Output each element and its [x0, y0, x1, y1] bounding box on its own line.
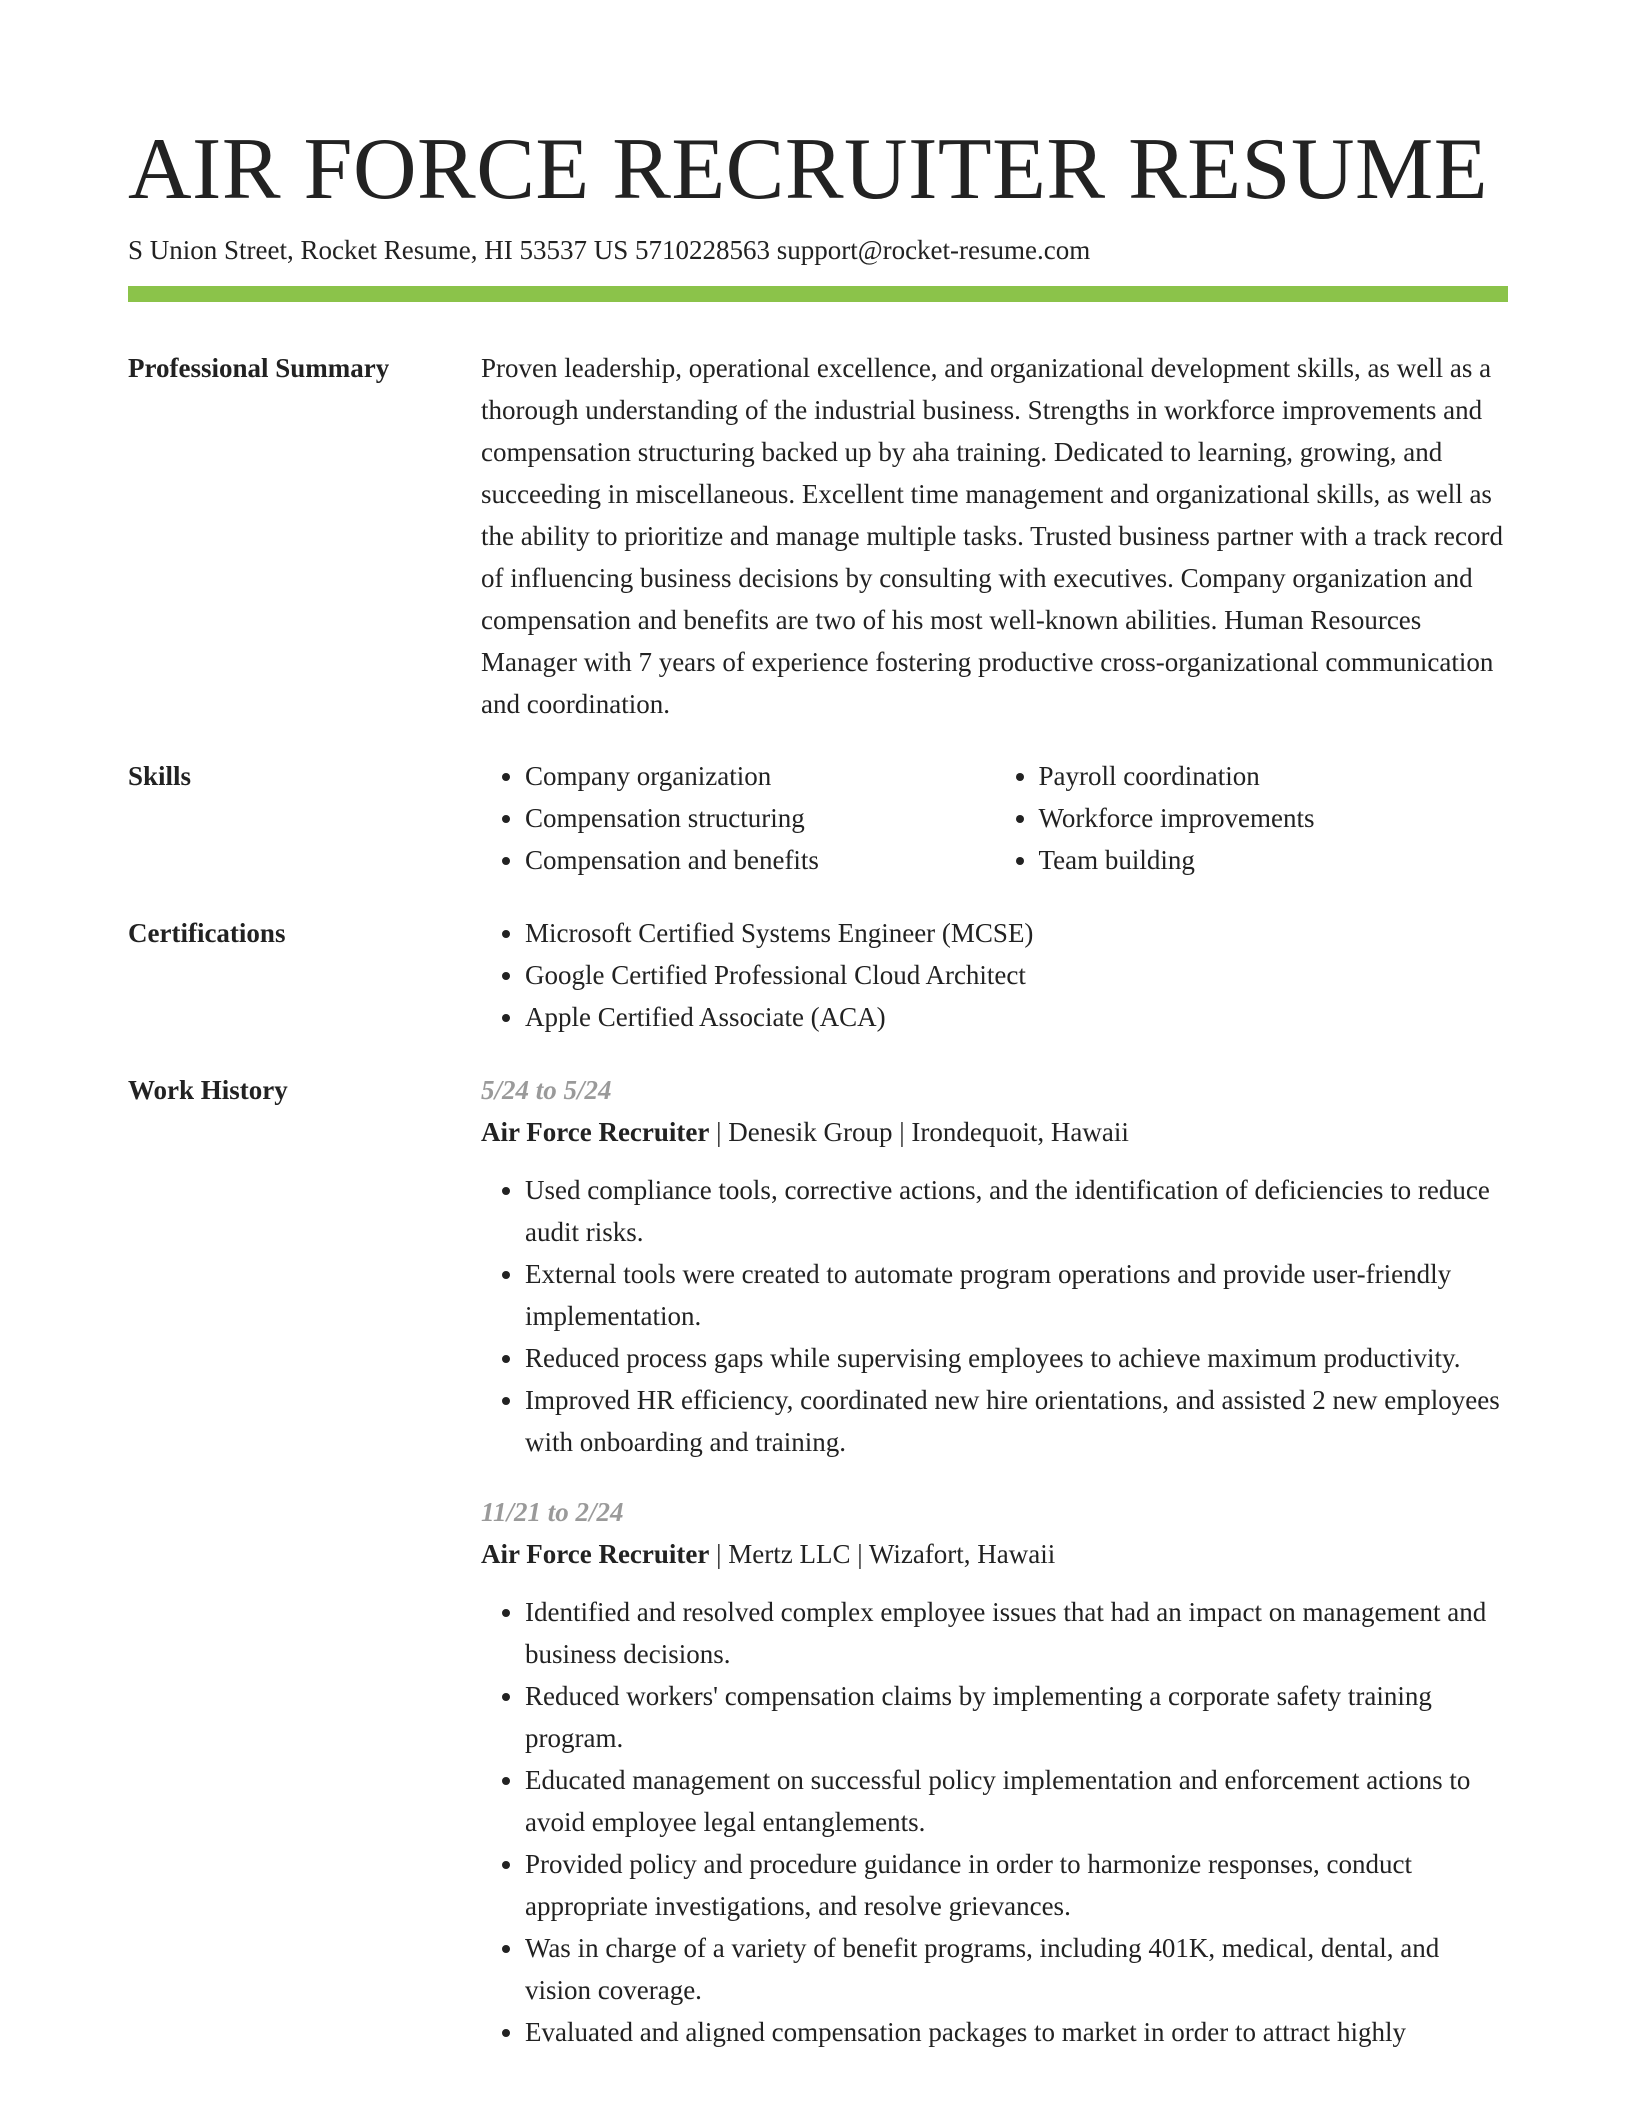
- skills-columns: [481, 755, 1508, 881]
- job-bullets: [481, 1169, 1508, 1463]
- skill-item: • Team building: [1039, 839, 1509, 881]
- summary-body: [481, 347, 1508, 725]
- skills-column-1: [481, 755, 995, 881]
- job-bullet: • Used compliance tools, corrective actions, and the identification of deficiencies to reduce audit risks.: [525, 1169, 1508, 1253]
- summary-text: Proven leadership, operational excellence, and organizational development skills, as well as a thorough understanding of the industrial business. Strengths in workforce improvements and compensation structuring backed up by aha training. Dedicated to learning, growing, and succeeding in miscellaneous. Excellent time management and organizational skills, as well as the ability to prioritize and manage multiple tasks. Trusted business partner with a track record of influencing business decisions by consulting with executives. Company organization and compensation and benefits are two of his most well-known abilities. Human Resources Manager with 7 years of experience fostering productive cross-organizational communication and coordination.: [481, 353, 1504, 719]
- skill-item: • Compensation and benefits: [525, 839, 995, 881]
- resume-title: AIR FORCE RECRUITER RESUME: [128, 121, 1489, 218]
- summary-label: Professional Summary: [128, 353, 390, 383]
- work-history-body: [481, 1069, 1508, 2081]
- skill-item: • Payroll coordination: [1039, 755, 1509, 797]
- job-heading: [481, 1111, 1508, 1153]
- skills-body: [481, 755, 1508, 881]
- skill-item: • Workforce improvements: [1039, 797, 1509, 839]
- job-bullet: • Reduced process gaps while supervising employees to achieve maximum productivity.: [525, 1337, 1508, 1379]
- job-details: | Denesik Group | Irondequoit, Hawaii: [709, 1117, 1129, 1147]
- job-bullet: • Educated management on successful policy implementation and enforcement actions to avoid employee legal entanglements.: [525, 1759, 1508, 1843]
- certifications-body: [481, 912, 1508, 1038]
- job-heading: [481, 1533, 1508, 1575]
- skill-item: • Company organization: [525, 755, 995, 797]
- job-bullet: • Evaluated and aligned compensation packages to market in order to attract highly: [525, 2011, 1508, 2053]
- job-bullet: • Reduced workers' compensation claims by implementing a corporate safety training program.: [525, 1675, 1508, 1759]
- job-bullet: • External tools were created to automate program operations and provide user-friendly implementation.: [525, 1253, 1508, 1337]
- accent-divider: [128, 286, 1508, 302]
- job-bullet: • Was in charge of a variety of benefit programs, including 401K, medical, dental, and vision coverage.: [525, 1927, 1508, 2011]
- job-dates: 5/24 to 5/24: [481, 1075, 612, 1105]
- job-bullet: • Provided policy and procedure guidance in order to harmonize responses, conduct appropriate investigations, and resolve grievances.: [525, 1843, 1508, 1927]
- work-history-label: Work History: [128, 1075, 288, 1105]
- certifications-list: [481, 912, 1508, 1038]
- job-bullet: • Identified and resolved complex employee issues that had an impact on management and business decisions.: [525, 1591, 1508, 1675]
- skills-label: Skills: [128, 761, 192, 791]
- job-bullet: • Improved HR efficiency, coordinated new hire orientations, and assisted 2 new employees with onboarding and training.: [525, 1379, 1508, 1463]
- certifications-label: Certifications: [128, 918, 286, 948]
- job-title: Air Force Recruiter: [481, 1539, 710, 1569]
- job-entry: [481, 1491, 1508, 2053]
- job-entry: [481, 1069, 1508, 1463]
- job-dates: 11/21 to 2/24: [481, 1497, 624, 1527]
- certification-item: • Google Certified Professional Cloud Architect: [525, 954, 1508, 996]
- skill-item: • Compensation structuring: [525, 797, 995, 839]
- contact-line: S Union Street, Rocket Resume, HI 53537 US 5710228563 support@rocket-resume.com: [128, 235, 1091, 265]
- job-title: Air Force Recruiter: [481, 1117, 710, 1147]
- certification-item: • Apple Certified Associate (ACA): [525, 996, 1508, 1038]
- job-details: | Mertz LLC | Wizafort, Hawaii: [709, 1539, 1056, 1569]
- skills-column-2: [995, 755, 1509, 881]
- certification-item: • Microsoft Certified Systems Engineer (MCSE): [525, 912, 1508, 954]
- job-bullets: [481, 1591, 1508, 2053]
